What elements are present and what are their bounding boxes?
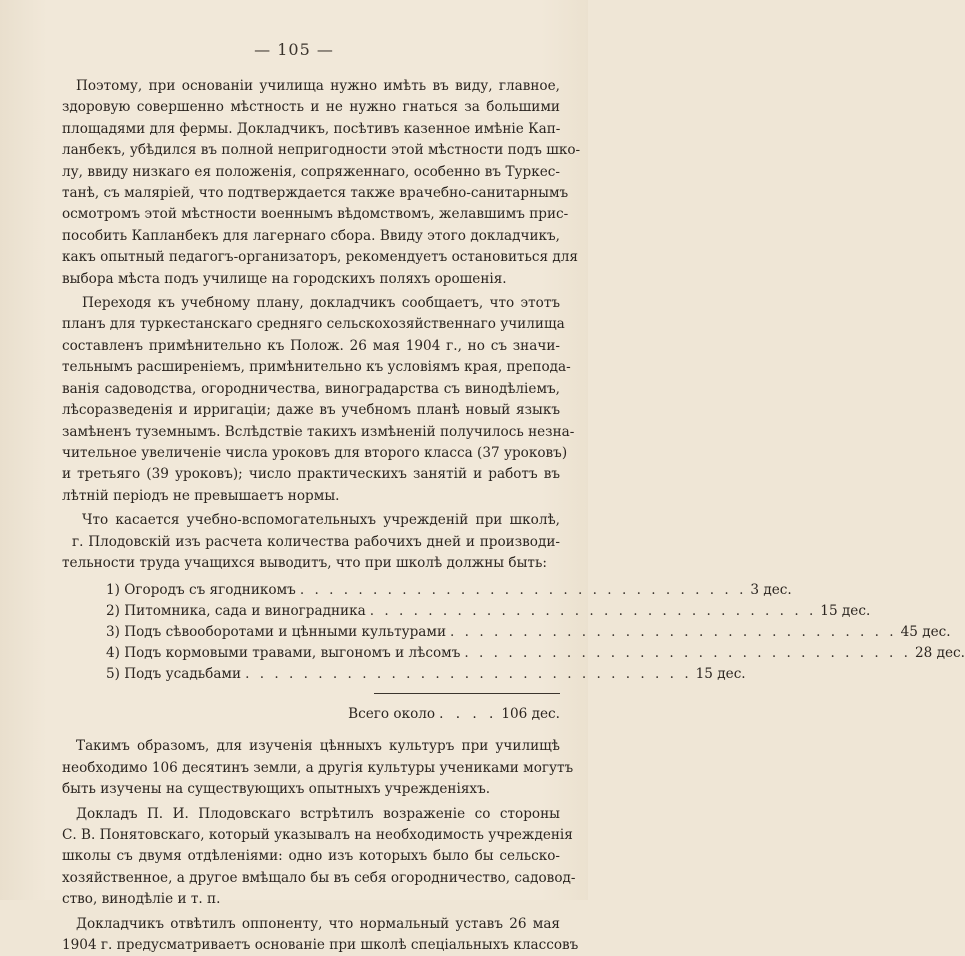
text-line: тельности труда учащихся выводитъ, что при школѣ должны быть:: [62, 554, 547, 571]
paragraph-1: [62, 76, 581, 290]
list-item-value: 15 дес.: [695, 666, 746, 683]
land-allocation-list: [62, 580, 965, 726]
list-item-label: 2) Питомника, сада и виноградника: [106, 603, 366, 620]
total-row: [106, 704, 560, 726]
text-line: площадями для фермы. Докладчикъ, посѣтивъ казенное имѣніе Кап-: [62, 120, 561, 137]
text-line: какъ опытный педагогъ-организаторъ, рекомендуетъ остановиться для: [62, 249, 579, 266]
leader-dots: . . . . . . . . . . . . . . . . . . . . . . . . . . . . . . .: [450, 624, 897, 641]
paragraph-3: [62, 510, 560, 574]
text-line: танѣ, съ маляріей, что подтверждается также врачебно-санитарнымъ: [62, 185, 569, 202]
text-line: 1904 г. предусматриваетъ основаніе при школѣ спеціальныхъ классовъ: [62, 937, 579, 953]
list-item-value: 15 дес.: [820, 603, 871, 620]
list-item: [106, 643, 965, 664]
text-line: необходимо 106 десятинъ земли, а другія культуры учениками могутъ: [62, 759, 574, 776]
leader-dots: . . . . . . . . . . . . . . . . . . . . . . . . . . . . . . .: [245, 666, 692, 683]
list-item-label: 1) Огородъ съ ягодникомъ: [106, 582, 296, 599]
text-line: г. Плодовскій изъ расчета количества рабочихъ дней и производи-: [72, 533, 560, 550]
total-divider: [374, 693, 560, 694]
text-line: составленъ примѣнительно къ Полож. 26 мая 1904 г., но съ значи-: [62, 337, 560, 354]
list-item-value: 28 дес.: [914, 645, 965, 662]
text-line: Такимъ образомъ, для изученія цѣнныхъ культуръ при училищѣ: [76, 738, 560, 755]
total-value: 106 дес.: [501, 706, 560, 723]
list-item: [106, 601, 871, 622]
list-item-value: 45 дес.: [900, 624, 951, 641]
list-item-label: 5) Подъ усадьбами: [106, 666, 242, 683]
text-line: и третьяго (39 уроковъ); число практическихъ занятій и работъ въ: [62, 466, 560, 483]
leader-dots: . . . . . . . . . . . . . . . . . . . . . . . . . . . . . . .: [369, 603, 817, 620]
paragraph-6: [62, 914, 579, 956]
text-line: выбора мѣста подъ училище на городскихъ поляхъ орошенія.: [62, 270, 507, 287]
leader-dots: . . . .: [439, 706, 498, 723]
text-line: быть изучены на существующихъ опытныхъ учрежденіяхъ.: [62, 781, 491, 798]
text-line: ство, винодѣліе и т. п.: [62, 891, 221, 908]
list-item: [106, 622, 951, 643]
text-line: тельнымъ расширеніемъ, примѣнительно къ условіямъ края, препода-: [62, 359, 571, 376]
text-line: Докладъ П. И. Плодовскаго встрѣтилъ возраженіе со стороны: [76, 805, 560, 822]
total-label: Всего около: [348, 706, 436, 723]
text-line: Поэтому, при основаніи училища нужно имѣть въ виду, главное,: [76, 78, 560, 94]
text-line: хозяйственное, а другое вмѣщало бы въ себя огородничество, садовод-: [62, 869, 576, 886]
text-line: осмотромъ этой мѣстности военнымъ вѣдомствомъ, желавшимъ прис-: [62, 206, 569, 223]
list-item-label: 3) Подъ сѣвооборотами и цѣнными культурами: [106, 624, 447, 641]
text-line: ланбекъ, убѣдился въ полной непригодности этой мѣстности подъ шко-: [62, 142, 581, 159]
text-line: лѣсоразведенія и ирригаціи; даже въ учебномъ планѣ новый языкъ: [62, 402, 560, 419]
text-line: замѣненъ туземнымъ. Вслѣдствіе такихъ измѣненій получилось незна-: [62, 423, 575, 440]
text-line: ванія садоводства, огородничества, виноградарства съ винодѣліемъ,: [62, 380, 560, 397]
text-line: Докладчикъ отвѣтилъ оппоненту, что нормальный уставъ 26 мая: [76, 915, 560, 932]
text-line: Что касается учебно-вспомогательныхъ учрежденій при школѣ,: [82, 512, 560, 529]
leader-dots: . . . . . . . . . . . . . . . . . . . . . . . . . . . . . . .: [464, 645, 911, 662]
text-line: чительное увеличеніе числа уроковъ для второго класса (37 уроковъ): [62, 444, 568, 461]
paragraph-4: [62, 736, 574, 800]
body-text: [62, 76, 965, 956]
text-line: здоровую совершенно мѣстность и не нужно гнаться за большими: [62, 99, 560, 116]
paragraph-5: [62, 804, 576, 911]
text-line: лѣтній періодъ не превышаетъ нормы.: [62, 487, 340, 504]
text-line: школы съ двумя отдѣленіями: одно изъ которыхъ было бы сельско-: [62, 848, 560, 865]
text-line: пособить Капланбекъ для лагернаго сбора. Ввиду этого докладчикъ,: [62, 227, 560, 244]
paragraph-2: [62, 293, 575, 507]
text-line: С. В. Понятовскаго, который указывалъ на необходимость учрежденія: [62, 826, 573, 843]
list-item-label: 4) Подъ кормовыми травами, выгономъ и лѣсомъ: [106, 645, 461, 662]
text-line: Переходя къ учебному плану, докладчикъ сообщаетъ, что этотъ: [82, 295, 560, 312]
page-number: — 105 —: [254, 40, 334, 59]
list-item: [106, 580, 792, 601]
text-line: планъ для туркестанскаго средняго сельскохозяйственнаго училища: [62, 316, 565, 333]
leader-dots: . . . . . . . . . . . . . . . . . . . . . . . . . . . . . . .: [299, 582, 747, 599]
text-line: лу, ввиду низкаго ея положенія, сопряженнаго, особенно въ Туркес-: [62, 163, 560, 180]
list-item: [106, 664, 746, 685]
list-item-value: 3 дес.: [750, 582, 792, 599]
